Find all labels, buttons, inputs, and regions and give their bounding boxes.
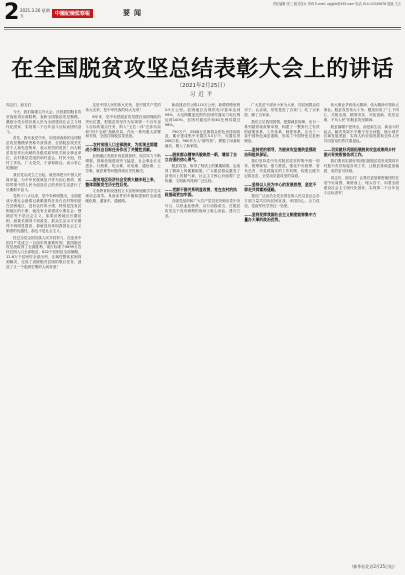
paragraph: 我们党从成立之日起，就坚持把为中国人民谋幸福、为中华民族谋复兴作为初心使命，团结带领中国人民为创造自己的美好生活进行了长期艰辛奋斗。: [6, 172, 82, 192]
paragraph: 我们坚持党中央对脱贫攻坚的集中统一领导，统筹谋划、强力推进。强化中央统筹、省负总责、市县抓落实的工作机制，构建五级书记抓扶贫、全党动员促攻坚的局面。: [244, 159, 320, 178]
section-label: 要闻: [123, 8, 146, 17]
paragraph: 脱贫攻坚，取得了物质上的累累硕果，也取得了精神上的累累硕果。广大脱贫群众激发了奋发向上的精气神，社会主义核心价值观广泛传播，文明新风得到广泛弘扬。: [164, 164, 241, 183]
text-column-1: [6, 103, 81, 565]
source-line: （新华社北京2月25日电）: [349, 564, 397, 569]
paragraph: 我们立足我国国情，把握减贫规律，出台一系列超常规政策举措，构建了一整套行之有效的政策体系、工作体系、制度体系，走出了一条中国特色减贫道路，形成了中国特色反贫困理论。: [244, 119, 320, 144]
article-date-line: （2021年2月25日）: [176, 83, 229, 89]
subheading: ——坚持党的领导，为脱贫攻坚提供坚强政治和组织保证。: [244, 147, 317, 158]
header-rule-thin: [4, 29, 401, 30]
subheading: ——切实做好巩固拓展脱贫攻坚成果同乡村振兴有效衔接各项工作。: [323, 147, 396, 158]
paragraph: 经过全党全国各族人民共同努力，在迎来中国共产党成立一百周年的重要时刻，我国脱贫攻坚战取得了全面胜利，现行标准下9899万农村贫困人口全部脱贫，832个贫困县全部摘帽，12.8万个贫困村全部出列，区域性整体贫困得到解决，完成了消除绝对贫困的艰巨任务，创造了又一个彪炳史册的人间奇迹！: [6, 235, 82, 270]
paragraph: 各级党组织和广大共产党员坚决响应党中央号召，以热血赴使命、以行动践诺言，在脱贫攻坚这个没有硝烟的战场上呕心沥血、建功立业。: [164, 198, 241, 218]
header-rule: [4, 27, 401, 28]
paragraph: 党的十八大以来，党中央鲜明提出，全面建成小康社会最艰巨最繁重的任务在农村特别是在贫困地区，没有农村的小康，特别是没有贫困地区的小康，就没有全面建成小康社会；强调贫穷不是社会主义，如果贫困地区长期贫困，面貌长期得不到改变，群众生活水平长期得不到明显提高，那就没有体现我国社会主义制度的优越性，那也不是社会主义。: [6, 194, 82, 233]
article-body: [6, 103, 399, 565]
subheading: ——脱贫地区经济社会发展大踏步赶上来，整体面貌发生历史性巨变。: [85, 176, 158, 187]
subheading: ——党群干群关系明显改善，党在农村的执政基础更加牢固。: [164, 186, 237, 197]
article-headline: 在全国脱贫攻坚总结表彰大会上的讲话: [11, 57, 394, 82]
paragraph: 广大扶贫干部舍小家为大家，同贫困群众结对子、认亲戚，常常是进了百家门、吃了百家饭、睡了百家床。: [244, 103, 320, 117]
greeting: 同志们，朋友们：: [6, 103, 35, 107]
paragraph: 贫困地区发展步伐显著加快，经济实力不断增强，基础设施建设突飞猛进，社会事业长足进步，行路难、吃水难、用电难、通信难、上学难、就医难等问题得到历史性解决。: [85, 154, 161, 174]
paragraph: 首先，我代表党中央，向受到表彰的全国脱贫攻坚楷模荣誉称号获得者、全国脱贫攻坚先进个人和先进集体，表示热烈的祝贺！向为脱贫攻坚作出贡献的各级党政军机关和企事业单位，农村基层党组织和村委会、村民小组，驻村工作队，广大党员、干部和群众，表示衷心的感谢！: [6, 136, 82, 170]
paragraph: 今天，我们隆重召开大会，庆祝我国脱贫攻坚战取得全面胜利，表彰全国脱贫攻坚楷模，激励全党全国各族人民为全面建设社会主义现代化国家、实现第二个百年奋斗目标而团结奋斗。: [6, 109, 82, 134]
text-column-2: [85, 103, 160, 565]
paragraph: 8年来，党中央把脱贫攻坚摆在治国理政的突出位置，把脱贫攻坚作为实现第一个百年奋斗目标的重点任务，纳入“五位一体”总体布局和“四个全面”战略布局，作出一系列重大部署和安排，全面打响脱贫攻坚战。: [85, 114, 161, 139]
text-column-4: [244, 103, 319, 565]
newspaper-logo: 中國紀檢監察報: [52, 9, 93, 18]
paragraph: 我们广泛动员全党全国各族人民以及社会各方面力量共同向贫困宣战，举国同心，合力攻坚，党政军民学劲往一处使。: [244, 193, 320, 208]
paragraph: 我们要切实做好巩固拓展脱贫攻坚成果同乡村振兴有效衔接各项工作，让脱贫基础更加稳固、成效更可持续。: [323, 159, 399, 174]
issue-date: 2021.3.26 星期五: [20, 8, 50, 18]
text-column-5: [324, 103, 399, 565]
article-author: 习近平: [189, 92, 216, 98]
subheading: ——坚持发挥我国社会主义制度能够集中力量办大事的政治优势。: [244, 211, 317, 222]
subheading: ——坚持以人民为中心的发展思想，坚定不移走共同富裕道路。: [244, 181, 317, 192]
paragraph: 义务教育阶段建档立卡贫困家庭辍学学生实现动态清零。具备条件的乡镇和建制村全部通硬化路、通客车、通邮路。: [85, 188, 161, 203]
paragraph: 新改建农村公路110万公里，新增铁路里程3.5万公里。贫困地区农网供电可靠率达到99%，大电网覆盖范围内贫困村通动力电比例达到100%，贫困村通光纤和4G比例均超过98%。: [164, 103, 241, 127]
paragraph: 同志们、朋友们！让我们更加紧密地团结在党中央周围，乘势而上、埋头苦干，向着全面建设社会主义现代化国家、实现第二个百年奋斗目标进军！: [323, 175, 399, 195]
subheading: ——农村贫困人口全部脱贫，为实现全面建成小康社会目标任务作出了关键性贡献。: [85, 142, 158, 153]
subheading: ——脱贫群众精神风貌焕然一新，增添了自立自强的信心勇气。: [164, 152, 237, 163]
paragraph: 伟大事业孕育伟大精神，伟大精神引领伟大事业。脱贫攻坚伟大斗争，锻造形成了“上下同心、尽锐出战、精准务实、开拓创新、攻坚克难、不负人民”的脱贫攻坚精神。: [323, 103, 399, 122]
text-column-3: [165, 103, 240, 565]
paragraph: 790万户、2568万贫困群众的危房得到改造，累计建成集中安置区3.5万个、安置住房266万套，960多万人“挪穷窝”，摆脱了闭塞和落后，搬入了新家园。: [164, 129, 241, 149]
header-info: 责任编辑 张三 版式设计 李四 E-mail: zgjjjcb@163.com 电话 010-12345678 组版 王五: [272, 2, 401, 6]
paragraph: 脱贫摘帽不是终点，而是新生活、新奋斗的起点。解决发展不平衡不充分问题、缩小城乡区域发展差距、实现人的全面发展和全体人民共同富裕仍然任重道远。: [323, 124, 399, 144]
page-number: 2: [4, 0, 20, 25]
paragraph: 这是中国人民的伟大光荣，是中国共产党的伟大光荣，是中华民族的伟大光荣！: [85, 103, 161, 112]
